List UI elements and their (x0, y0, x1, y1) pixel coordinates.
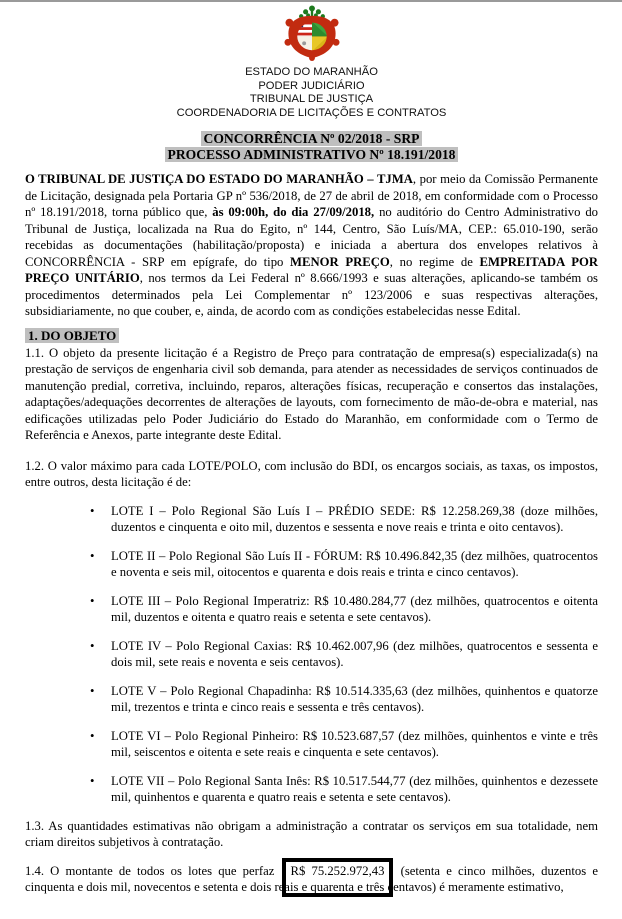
title-line-processo: PROCESSO ADMINISTRATIVO Nº 18.191/2018 (25, 147, 598, 163)
total-value-annotation-box (282, 858, 394, 897)
title-line-concorrencia: CONCORRÊNCIA Nº 02/2018 - SRP (25, 131, 598, 147)
list-item-lote-4: • LOTE IV – Polo Regional Caxias: R$ 10.462.007,96 (dez milhões, quatrocentos e sessenta e dois mil, sete reais e noventa e seis centavos). (90, 638, 598, 669)
bullet-icon: • (90, 503, 95, 518)
document-title (25, 131, 598, 163)
list-item-lote-5: • LOTE V – Polo Regional Chapadinha: R$ 10.514.335,63 (dez milhões, quinhentos e quatorze mil, trezentos e trinta e cinco reais e sessenta e três centavos). (90, 683, 598, 714)
bullet-icon: • (90, 728, 95, 743)
list-item-lote-2: • LOTE II – Polo Regional São Luís II - FÓRUM: R$ 10.496.842,35 (dez milhões, quatrocentos e noventa e seis mil, oitocentos e quarenta e dois reais e trinta e cinco centavos). (90, 548, 598, 579)
bullet-icon: • (90, 593, 95, 608)
org-identification (25, 66, 598, 120)
paragraph-1-2: 1.2. O valor máximo para cada LOTE/POLO, com inclusão do BDI, os encargos sociais, as taxas, os impostos, entre outros, desta licitação é de: (25, 458, 598, 489)
org-line-court: TRIBUNAL DE JUSTIÇA (249, 93, 374, 105)
total-value: R$ 75.252.972,43 (290, 863, 385, 878)
org-line-state: ESTADO DO MARANHÃO (245, 66, 378, 78)
paragraph-1-1: 1.1. O objeto da presente licitação é a Registro de Preço para contratação de empresa(s) especializada(s) na prestação de serviços de engenharia civil sob demanda, para atender as necessidades de serviços continuados de manutenção predial, corretiva, incluindo, reparos, alterações físicas, recuperação e consertos das instalações, adaptações/adequações decorrentes de alterações de layouts, com fornecimento de mão-de-obra e material, nas edificações utilizadas pelo Poder Judiciário do Estado do Maranhão, em conformidade com o Termo de Referência e Anexos, parte integrante deste Edital. (25, 345, 598, 442)
list-item-lote-6: • LOTE VI – Polo Regional Pinheiro: R$ 10.523.687,57 (dez milhões, quinhentos e vinte e três mil, seiscentos e oitenta e sete reais e cinquenta e sete centavos). (90, 728, 598, 759)
org-line-branch: PODER JUDICIÁRIO (258, 79, 365, 92)
paragraph-1-4: 1.4. O montante de todos os lotes que perfaz R$ 75.252.972,43 (setenta e cinco milhões, duzentos e cinquenta e dois mil, novecentos e setenta e dois reais e quarenta e três centavos) é meramente estimativo, (25, 863, 598, 896)
bullet-icon: • (90, 548, 95, 563)
list-item-lote-1: • LOTE I – Polo Regional São Luís I – PRÉDIO SEDE: R$ 12.258.269,38 (doze milhões, duzentos e cinquenta e oito mil, duzentos e sessenta e nove reais e trinta e oito centavos). (90, 503, 598, 534)
maranhao-coat-of-arms-icon (282, 4, 342, 61)
list-item-lote-3: • LOTE III – Polo Regional Imperatriz: R$ 10.480.284,77 (dez milhões, quatrocentos e oitenta mil, duzentos e oitenta e quatro reais e setenta e sete centavos). (90, 593, 598, 624)
intro-paragraph: O TRIBUNAL DE JUSTIÇA DO ESTADO DO MARANHÃO – TJMA, por meio da Comissão Permanente de Licitação, designada pela Portaria GP nº 536/2018, de 27 de abril de 2018, em conformidade com o Processo nº 18.191/2018, torna público que, às 09:00h, do dia 27/09/2018, no auditório do Centro Administrativo do Tribunal de Justiça, localizada na Rua do Egito, nº 144, Centro, São Luís/MA, CEP.: 65.010-190, serão recebidas as documentações (habilitação/proposta) e iniciada a abertura dos envelopes relativos à CONCORRÊNCIA - SRP em epígrafe, do tipo MENOR PREÇO, no regime de EMPREITADA POR PREÇO UNITÁRIO, nos termos da Lei Federal nº 8.666/1993 e suas alterações, aplicando-se também os procedimentos determinados pela Lei Complementar nº 123/2006 e suas respectivas alterações, subsidiariamente, no que couber, e, ainda, de acordo com as condições estabelecidas nesse Edital. (25, 172, 599, 318)
bullet-icon: • (90, 773, 95, 788)
document-header (25, 4, 598, 66)
lote-list (25, 503, 598, 806)
intro-org-bold: O TRIBUNAL DE JUSTIÇA DO ESTADO DO MARANHÃO – TJMA (25, 172, 413, 186)
intro-menor-preco-bold: MENOR PREÇO (290, 254, 390, 269)
section-1-heading: 1. DO OBJETO (25, 327, 598, 344)
paragraph-1-3: 1.3. As quantidades estimativas não obrigam a administração a contratar os serviços em sua totalidade, nem criam direitos subjetivos à contratação. (25, 818, 598, 849)
org-line-coordination: COORDENADORIA DE LICITAÇÕES E CONTRATOS (176, 106, 447, 119)
bullet-icon: • (90, 638, 95, 653)
intro-datetime-bold: às 09:00h, do dia 27/09/2018, (212, 205, 375, 219)
bullet-icon: • (90, 683, 95, 698)
list-item-lote-7: • LOTE VII – Polo Regional Santa Inês: R$ 10.517.544,77 (dez milhões, quinhentos e dezessete mil, quinhentos e quarenta e quatro reais e setenta e sete centavos). (90, 773, 598, 804)
intro-regime-bold: EMPREITADA POR PREÇO UNITÁRIO (25, 254, 599, 285)
